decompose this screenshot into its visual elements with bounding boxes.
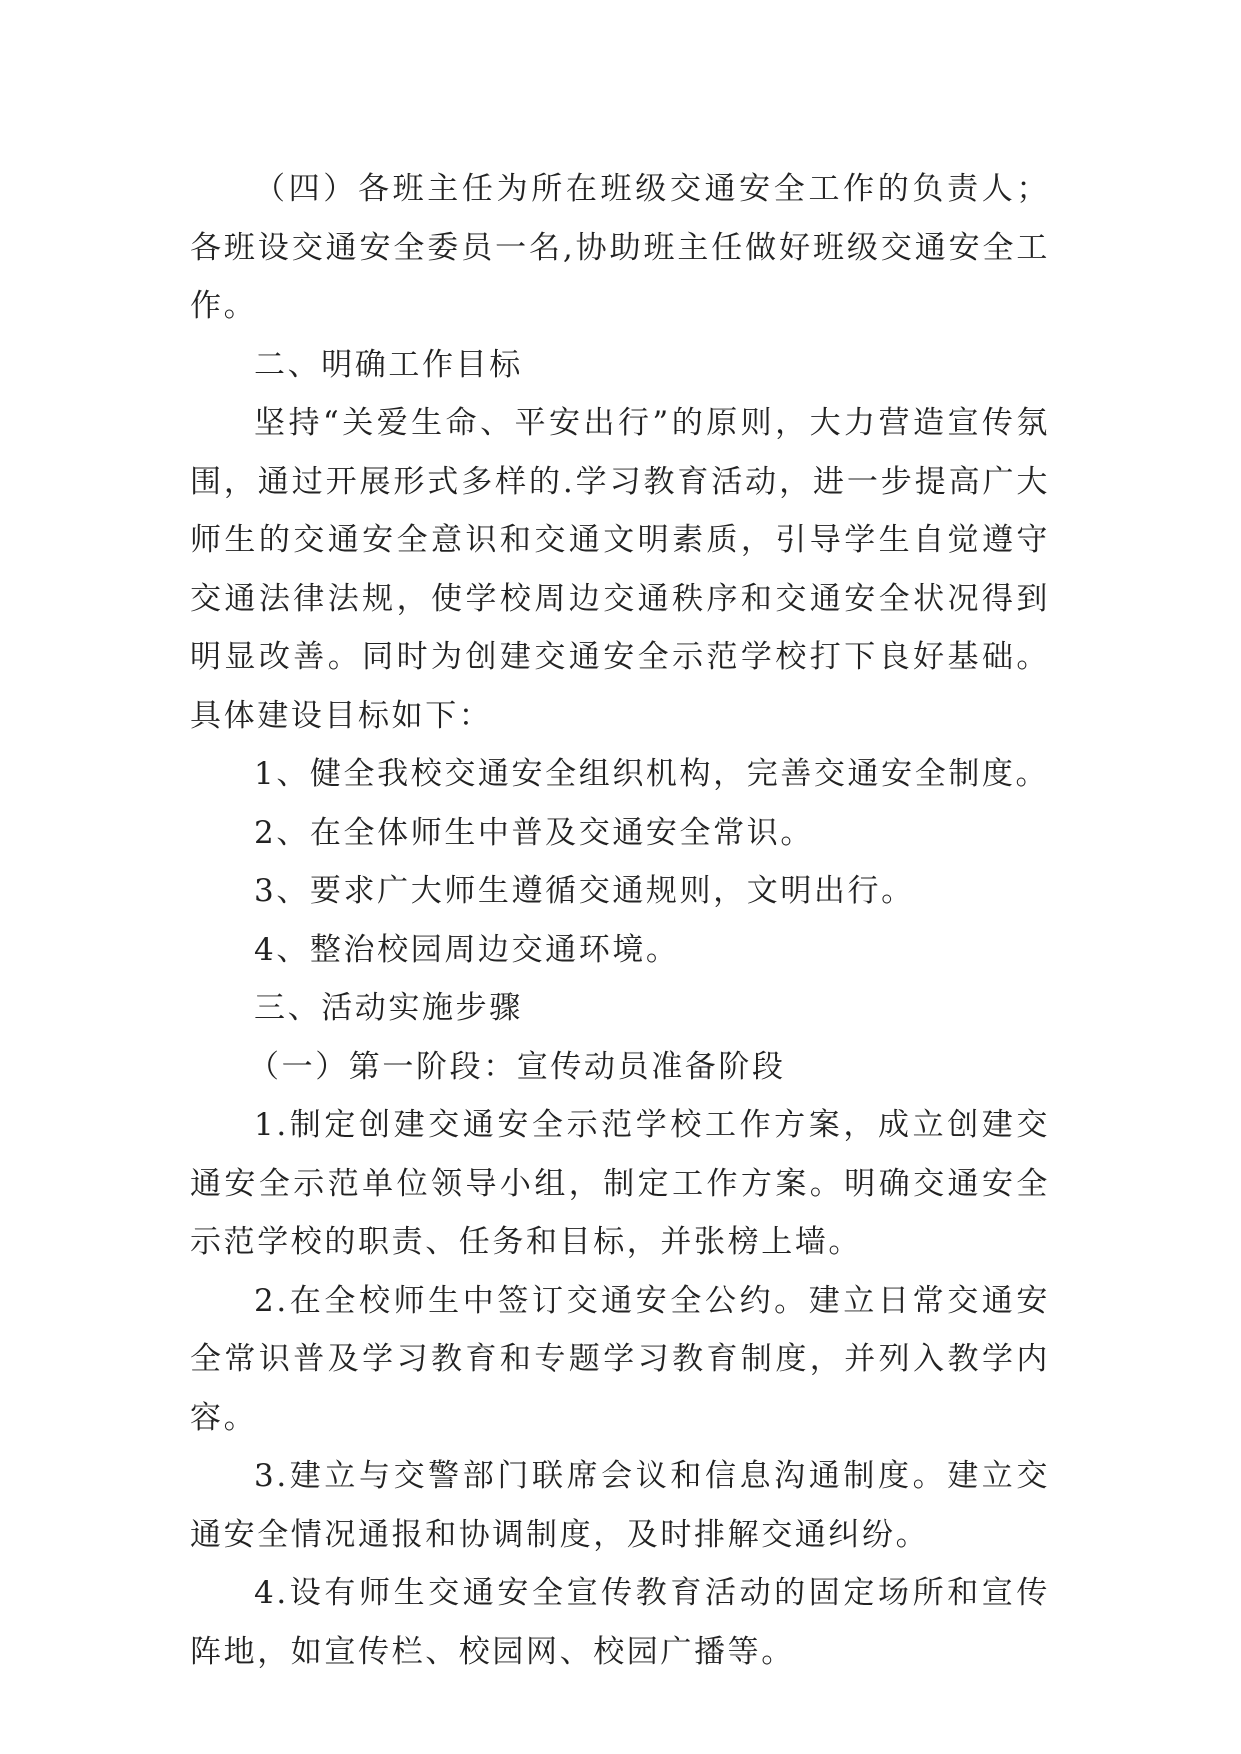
list-item-goal-2: 2、在全体师生中普及交通安全常识。 (254, 814, 814, 851)
document-body (190, 160, 1050, 1681)
paragraph-goals-overview: 坚持“关爱生命、平安出行”的原则，大力营造宣传氛围，通过开展形式多样的.学习教育活动，进一步提高广大师生的交通安全意识和交通文明素质，引导学生自觉遵守交通法律法规，使学校周边交通秩序和交通安全状况得到明显改善。同时为创建交通安全示范学校打下良好基础。具体建设目标如下： (190, 405, 1050, 734)
list-item-goal-1: 1、健全我校交通安全组织机构，完善交通安全制度。 (254, 756, 1050, 792)
list-item-step-2: 2.在全校师生中签订交通安全公约。建立日常交通安全常识普及学习教育和专题学习教育制度，并列入教学内容。 (190, 1282, 1050, 1436)
paragraph-class-teacher-responsibility: （四）各班主任为所在班级交通安全工作的负责人；各班设交通安全委员一名,协助班主任做好班级交通安全工作。 (190, 171, 1050, 324)
list-item-goal-3: 3、要求广大师生遵循交通规则，文明出行。 (254, 873, 915, 909)
subsection-heading-stage-one: （一）第一阶段：宣传动员准备阶段 (248, 1048, 786, 1085)
list-item-step-4: 4.设有师生交通安全宣传教育活动的固定场所和宣传阵地，如宣传栏、校园网、校园广播等。 (190, 1575, 1050, 1670)
section-heading-work-goals: 二、明确工作目标 (254, 346, 523, 383)
list-item-step-3: 3.建立与交警部门联席会议和信息沟通制度。建立交通安全情况通报和协调制度，及时排解交通纠纷。 (190, 1458, 1050, 1553)
list-item-step-1: 1.制定创建交通安全示范学校工作方案，成立创建交通安全示范单位领导小组，制定工作方案。明确交通安全示范学校的职责、任务和目标，并张榜上墙。 (190, 1107, 1050, 1260)
list-item-goal-4: 4、整治校园周边交通环境。 (254, 931, 680, 968)
section-heading-implementation-steps: 三、活动实施步骤 (254, 990, 523, 1026)
